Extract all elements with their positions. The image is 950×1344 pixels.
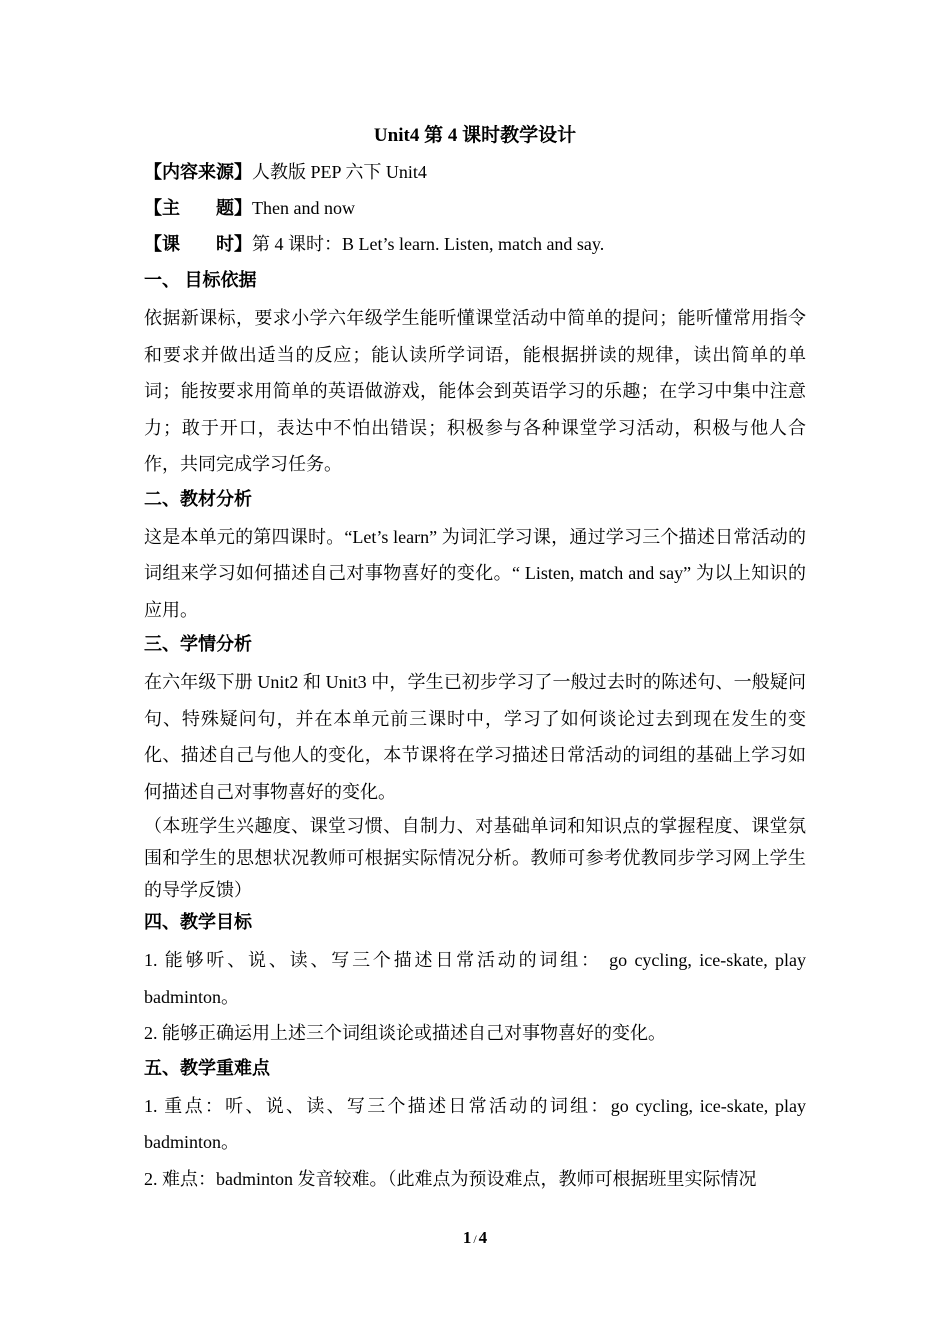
page-number: 1 bbox=[462, 1228, 472, 1247]
section-heading-students: 三、学情分析 bbox=[144, 634, 252, 654]
objective-item-1: 1. 能够听、说、读、写三个描述日常活动的词组： go cycling, ice-skate, play badminton。 bbox=[144, 950, 806, 1007]
objective-item-2: 2. 能够正确运用上述三个词组谈论或描述自己对事物喜好的变化。 bbox=[144, 1023, 666, 1043]
meta-source-value: 人教版 PEP 六下 Unit4 bbox=[252, 162, 427, 182]
meta-topic bbox=[144, 192, 806, 228]
meta-source-label: 【内容来源】 bbox=[144, 162, 252, 182]
key-point-item-1: 1. 重点：听、说、读、写三个描述日常活动的词组：go cycling, ice-skate, play badminton。 bbox=[144, 1095, 806, 1152]
document-title: Unit4 第 4 课时教学设计 bbox=[373, 125, 577, 146]
page-total: 4 bbox=[478, 1228, 488, 1247]
meta-source bbox=[144, 156, 806, 192]
meta-topic-value: Then and now bbox=[252, 198, 355, 218]
section-paragraph-textbook: 这是本单元的第四课时。“Let’s learn” 为词汇学习课，通过学习三个描述日常活动的词组来学习如何描述自己对事物喜好的变化。“ Listen, match and say” 为以上知识的应用。 bbox=[144, 526, 806, 620]
page-footer bbox=[0, 1227, 950, 1250]
section-paragraph-basis: 依据新课标，要求小学六年级学生能听懂课堂活动中简单的提问；能听懂常用指令和要求并做出适当的反应；能认读所学词语，能根据拼读的规律，读出简单的单词；能按要求用简单的英语做游戏，能体会到英语学习的乐趣；在学习中集中注意力；敢于开口，表达中不怕出错误；积极参与各种课堂学习活动，积极与他人合作，共同完成学习任务。 bbox=[144, 308, 806, 474]
section-paragraph-students-note: （本班学生兴趣度、课堂习惯、自制力、对基础单词和知识点的掌握程度、课堂氛围和学生的思想状况教师可根据实际情况分析。教师可参考优教同步学习网上学生的导学反馈） bbox=[144, 816, 806, 900]
section-heading-textbook: 二、教材分析 bbox=[144, 488, 252, 509]
meta-lesson bbox=[144, 228, 806, 264]
section-paragraph-students: 在六年级下册 Unit2 和 Unit3 中，学生已初步学习了一般过去时的陈述句、一般疑问句、特殊疑问句，并在本单元前三课时中，学习了如何谈论过去到现在发生的变化、描述自己与他人的变化，本节课将在学习描述日常活动的词组的基础上学习如何描述自己对事物喜好的变化。 bbox=[144, 672, 806, 802]
section-heading-objectives: 四、教学目标 bbox=[144, 912, 252, 932]
key-point-item-2: 2. 难点：badminton 发音较难。（此难点为预设难点，教师可根据班里实际情况 bbox=[144, 1168, 757, 1189]
document-body bbox=[144, 156, 806, 1197]
section-heading-basis: 一、 目标依据 bbox=[144, 270, 257, 290]
meta-topic-label: 【主 题】 bbox=[144, 198, 252, 218]
page-separator: / bbox=[473, 1232, 477, 1246]
meta-lesson-label: 【课 时】 bbox=[144, 234, 252, 254]
section-heading-key-points: 五、教学重难点 bbox=[144, 1057, 270, 1078]
meta-lesson-value: 第 4 课时：B Let’s learn. Listen, match and say. bbox=[252, 234, 605, 254]
